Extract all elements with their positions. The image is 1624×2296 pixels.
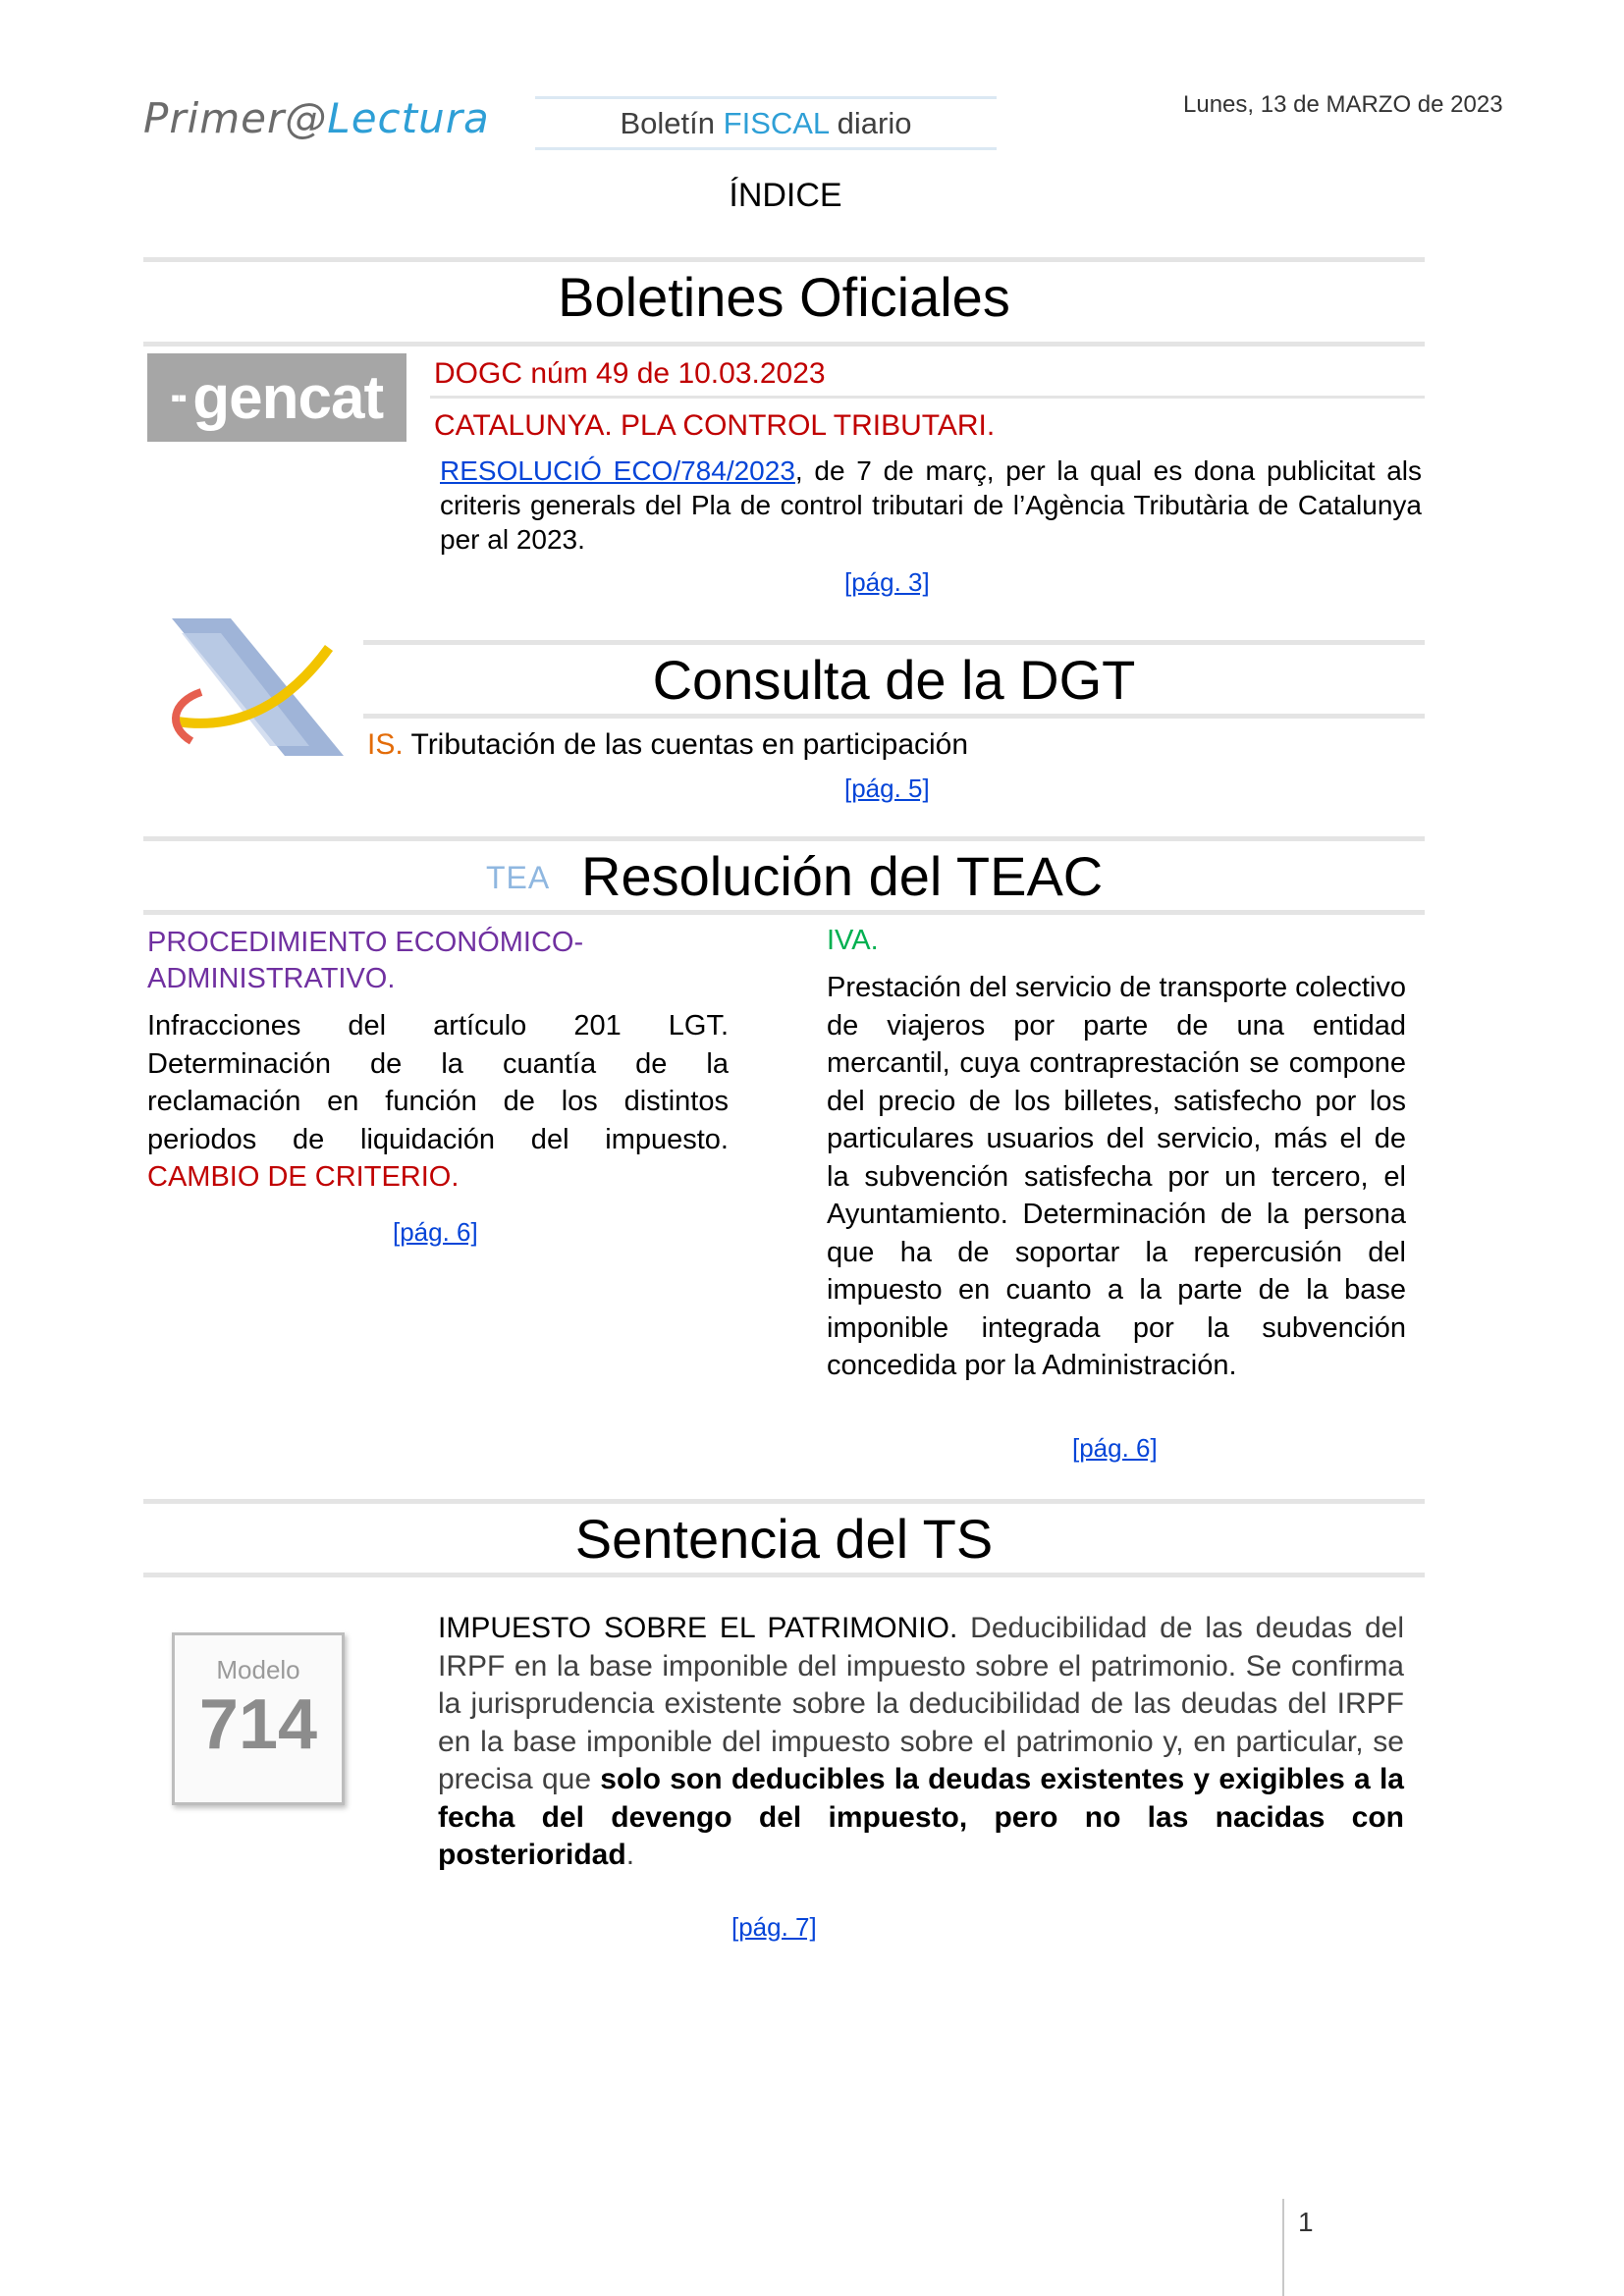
index-title: ÍNDICE: [729, 177, 842, 214]
consulta-top-rule: [363, 640, 1425, 645]
source-underline: [430, 396, 1425, 399]
modelo-number: 714: [198, 1685, 318, 1764]
ts-end: .: [625, 1839, 635, 1871]
modelo-714-icon: [172, 1632, 345, 1805]
boletines-page-ref-wrap: [844, 567, 930, 598]
ts-page-ref-wrap: [731, 1912, 817, 1943]
page-number: 1: [1298, 2207, 1314, 2237]
boletines-title: Boletines Oficiales: [558, 266, 1010, 328]
teac-right-page-ref-wrap: [1072, 1433, 1158, 1464]
consulta-page-ref-wrap: [844, 774, 930, 804]
ts-top-rule: [143, 1499, 1425, 1504]
bulletin-top-rule: [535, 96, 997, 99]
ts-heading: IMPUESTO SOBRE EL PATRIMONIO.: [438, 1612, 958, 1644]
consulta-title: Consulta de la DGT: [652, 649, 1136, 711]
consulta-bottom-rule: [363, 714, 1425, 719]
consulta-page-ref[interactable]: [pág. 5]: [844, 774, 930, 803]
footer-divider: [1282, 2199, 1284, 2296]
teac-left-page-ref-wrap: [393, 1217, 478, 1248]
teac-left-heading: PROCEDIMIENTO ECONÓMICO-ADMINISTRATIVO.: [147, 927, 584, 994]
teac-bottom-rule: [143, 910, 1425, 915]
consulta-text: Tributación de las cuentas en participación: [410, 728, 969, 761]
brand-primer: Primer@: [143, 94, 328, 142]
teac-right-heading: IVA.: [827, 925, 879, 956]
boletines-bottom-rule: [143, 342, 1425, 347]
ts-page-ref[interactable]: [pág. 7]: [731, 1912, 817, 1942]
boletines-top-rule: [143, 257, 1425, 262]
bulletin-title: [535, 106, 997, 141]
teac-left-body: Infracciones del artículo 201 LGT. Determinación de la cuantía de la reclamación en función de los distintos periodos de liquidación del impuesto.: [147, 1010, 729, 1155]
boletines-source: DOGC núm 49 de 10.03.2023: [434, 357, 826, 390]
teac-left-note: CAMBIO DE CRITERIO.: [147, 1161, 460, 1193]
ts-summary: [438, 1610, 1404, 1875]
teac-left-block: [147, 1007, 729, 1197]
modelo-label: Modelo: [216, 1655, 300, 1684]
teac-right-body: Prestación del servicio de transporte colectivo de viajeros por parte de una entidad mercantil, cuya contraprestación se compone del precio de los billetes, satisfecho por los particulares usuarios del servicio, más el de la subvención satisfecha por un tercero, el Ayuntamiento. Determinación de la persona que ha de soportar la repercusión del impuesto en cuanto a la parte de la base imponible integrada por la subvención concedida por la Administración.: [827, 972, 1406, 1381]
ts-emphasis: solo son deducibles la deudas existentes y exigibles a la fecha del devengo del impuesto, pero no las nacidas con posterioridad: [438, 1763, 1404, 1871]
bulletin-bottom-rule: [535, 147, 997, 150]
boletines-summary: [440, 454, 1422, 557]
gencat-logo-mark: ▪▪: [170, 382, 186, 412]
ts-title: Sentencia del TS: [574, 1508, 994, 1570]
tea-logo: TEA: [486, 860, 551, 895]
teac-right-page-ref[interactable]: [pág. 6]: [1072, 1433, 1158, 1463]
aeat-logo: [162, 609, 349, 766]
ts-bottom-rule: [143, 1573, 1425, 1577]
header-date: Lunes, 13 de MARZO de 2023: [1183, 91, 1503, 118]
bulletin-suffix: diario: [837, 106, 912, 140]
bulletin-prefix: Boletín: [620, 106, 716, 140]
gencat-logo-text: gencat: [192, 363, 384, 432]
ts-body: Deducibilidad de las deudas del IRPF en la base imponible del impuesto sobre el patrimonio. Se confirma la jurisprudencia existente sobre la deducibilidad de las deudas del IRPF en la base imponible del impuesto sobre el patrimonio y, en particular, se precisa que: [438, 1612, 1405, 1795]
consulta-entry: [367, 728, 968, 762]
boletines-body: , de 7 de març, per la qual es dona publicitat als criteris generals del Pla de control tributari de l’Agència Tributària de Catalunya per al 2023.: [440, 455, 1422, 555]
brand-lectura: Lectura: [327, 94, 490, 142]
teac-left-page-ref[interactable]: [pág. 6]: [393, 1217, 478, 1247]
brand-logo: [143, 94, 490, 142]
consulta-tax: IS.: [367, 728, 404, 761]
resolucio-link[interactable]: RESOLUCIÓ ECO/784/2023: [440, 455, 795, 486]
bulletin-fiscal: FISCAL: [723, 106, 830, 140]
gencat-logo: [147, 353, 406, 442]
boletines-page-ref[interactable]: [pág. 3]: [844, 567, 930, 597]
boletines-subject: CATALUNYA. PLA CONTROL TRIBUTARI.: [434, 409, 996, 442]
teac-title: Resolución del TEAC: [581, 845, 1104, 907]
teac-top-rule: [143, 836, 1425, 841]
